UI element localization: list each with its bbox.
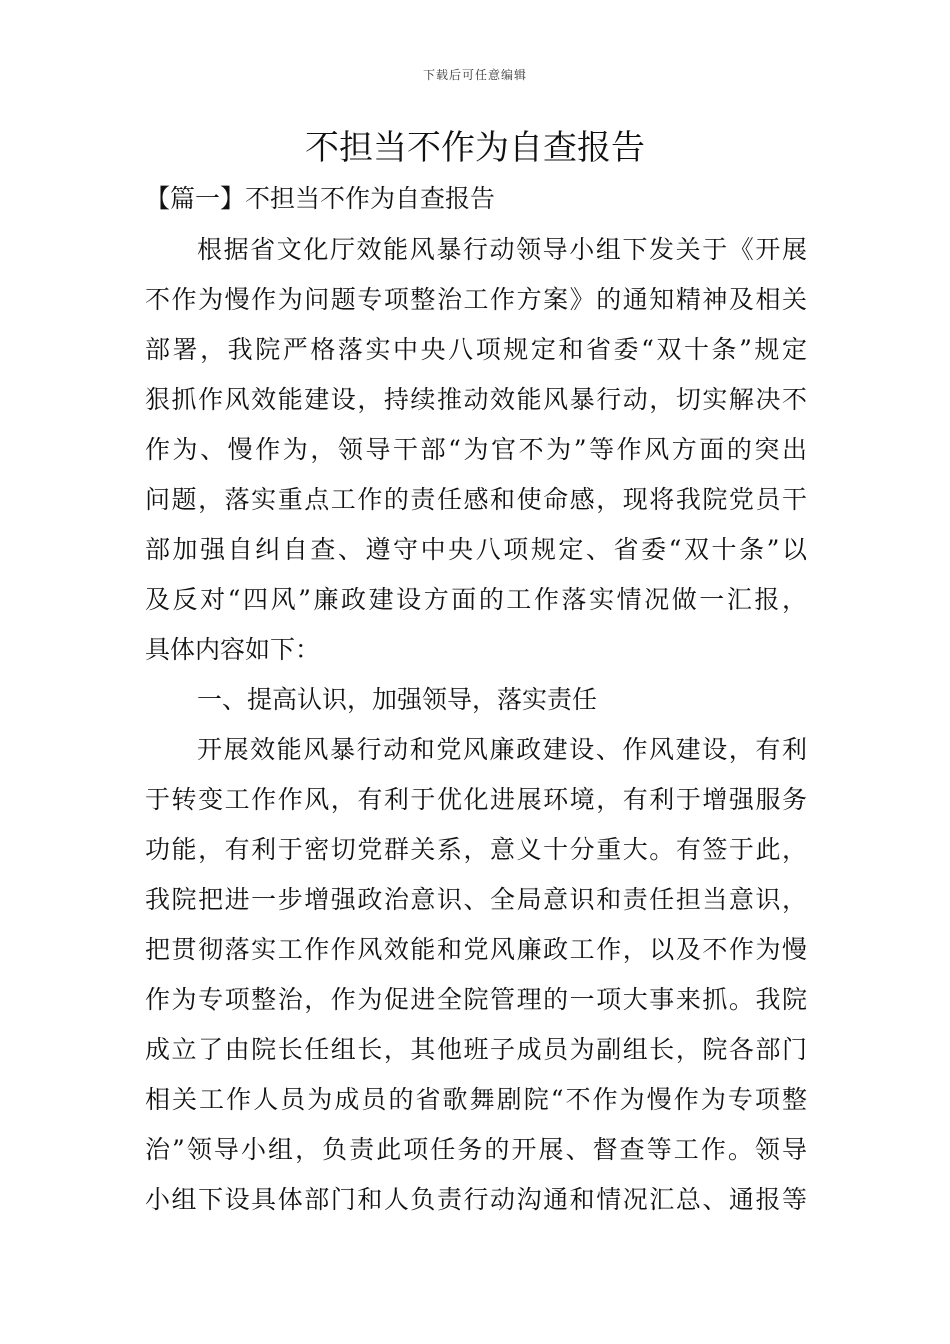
paragraph-intro bbox=[145, 225, 807, 675]
paragraph-line: 我院把进一步增强政治意识、全局意识和责任担当意识， bbox=[145, 885, 807, 914]
paragraph-line: 作为专项整治，作为促进全院管理的一项大事来抓。我院 bbox=[145, 985, 807, 1014]
paragraph-line: 具体内容如下： bbox=[145, 635, 321, 664]
document-body bbox=[145, 225, 807, 1225]
paragraph-line: 部加强自纠自查、遵守中央八项规定、省委“双十条”以 bbox=[145, 535, 807, 564]
header-note: 下载后可任意编辑 bbox=[422, 68, 527, 82]
paragraph-line: 于转变工作作风，有利于优化进展环境，有利于增强服务 bbox=[145, 785, 807, 814]
subsection-heading-text: 一、提高认识，加强领导，落实责任 bbox=[197, 685, 598, 714]
paragraph-line: 作为、慢作为，领导干部“为官不为”等作风方面的突出 bbox=[145, 435, 807, 464]
paragraph-line: 把贯彻落实工作作风效能和党风廉政工作，以及不作为慢 bbox=[145, 935, 807, 964]
section-heading: 【篇一】不担当不作为自查报告 bbox=[145, 184, 496, 213]
paragraph-line: 小组下设具体部门和人负责行动沟通和情况汇总、通报等 bbox=[145, 1185, 807, 1214]
document-title: 不担当不作为自查报告 bbox=[305, 128, 645, 168]
paragraph-body bbox=[145, 725, 807, 1225]
subsection-heading bbox=[145, 675, 807, 725]
paragraph-line: 开展效能风暴行动和党风廉政建设、作风建设，有利 bbox=[197, 735, 807, 764]
paragraph-line: 相关工作人员为成员的省歌舞剧院“不作为慢作为专项整 bbox=[145, 1085, 807, 1114]
paragraph-line: 狠抓作风效能建设，持续推动效能风暴行动，切实解决不 bbox=[145, 385, 807, 414]
paragraph-line: 功能，有利于密切党群关系，意义十分重大。有签于此， bbox=[145, 835, 807, 864]
paragraph-line: 根据省文化厅效能风暴行动领导小组下发关于《开展 bbox=[197, 235, 807, 264]
paragraph-line: 问题，落实重点工作的责任感和使命感，现将我院党员干 bbox=[145, 485, 807, 514]
paragraph-line: 部署，我院严格落实中央八项规定和省委“双十条”规定 bbox=[145, 335, 807, 364]
paragraph-line: 及反对“四风”廉政建设方面的工作落实情况做一汇报， bbox=[145, 585, 807, 614]
paragraph-line: 不作为慢作为问题专项整治工作方案》的通知精神及相关 bbox=[145, 285, 807, 314]
paragraph-line: 治”领导小组，负责此项任务的开展、督查等工作。领导 bbox=[145, 1135, 807, 1164]
paragraph-line: 成立了由院长任组长，其他班子成员为副组长，院各部门 bbox=[145, 1035, 807, 1064]
